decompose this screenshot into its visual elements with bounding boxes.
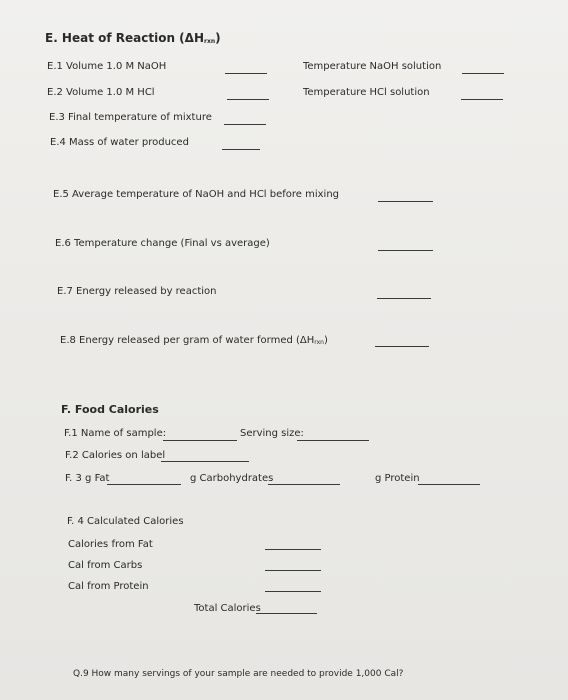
cal-protein-blank[interactable] <box>265 591 321 592</box>
section-f-heading: F. Food Calories <box>61 403 159 416</box>
temp-hcl-label: Temperature HCl solution <box>303 87 430 98</box>
e4-label: E.4 Mass of water produced <box>50 137 189 148</box>
cal-fat-label: Calories from Fat <box>68 539 153 550</box>
e4-blank[interactable] <box>222 149 260 150</box>
cal-fat-blank[interactable] <box>265 549 321 550</box>
sample-name-blank[interactable] <box>163 440 237 441</box>
e7-label: E.7 Energy released by reaction <box>57 286 217 297</box>
e2-blank[interactable] <box>227 99 269 100</box>
e7-blank[interactable] <box>377 298 431 299</box>
question-9: Q.9 How many servings of your sample are needed to provide 1,000 Cal? <box>73 669 404 679</box>
temp-naoh-blank[interactable] <box>462 73 504 74</box>
f2-label: F.2 Calories on label <box>65 450 166 461</box>
section-e-heading: E. Heat of Reaction (ΔHrxn) <box>45 31 221 45</box>
e8-label: E.8 Energy released per gram of water formed (ΔHrxn) <box>60 335 328 346</box>
e6-label: E.6 Temperature change (Final vs average) <box>55 238 270 249</box>
temp-hcl-blank[interactable] <box>461 99 503 100</box>
serving-size-label: Serving size: <box>240 428 304 439</box>
e6-blank[interactable] <box>378 250 433 251</box>
protein-label: g Protein <box>375 473 420 484</box>
e2-label: E.2 Volume 1.0 M HCl <box>47 87 155 98</box>
cal-protein-label: Cal from Protein <box>68 581 149 592</box>
f1-label: F.1 Name of sample: <box>64 428 167 439</box>
e1-blank[interactable] <box>225 73 267 74</box>
e8-blank[interactable] <box>375 346 429 347</box>
e3-label: E.3 Final temperature of mixture <box>49 112 212 123</box>
e1-label: E.1 Volume 1.0 M NaOH <box>47 61 167 72</box>
fat-blank[interactable] <box>107 484 181 485</box>
e3-blank[interactable] <box>224 124 266 125</box>
calories-label-blank[interactable] <box>161 461 249 462</box>
e5-label: E.5 Average temperature of NaOH and HCl before mixing <box>53 189 340 200</box>
total-calories-blank[interactable] <box>256 613 317 614</box>
temp-naoh-label: Temperature NaOH solution <box>303 61 442 72</box>
f4-label: F. 4 Calculated Calories <box>67 516 184 527</box>
total-calories-label: Total Calories <box>194 603 261 614</box>
carbohydrates-blank[interactable] <box>268 484 340 485</box>
cal-carbs-label: Cal from Carbs <box>68 560 143 571</box>
e5-blank[interactable] <box>378 201 433 202</box>
cal-carbs-blank[interactable] <box>265 570 321 571</box>
protein-blank[interactable] <box>418 484 480 485</box>
f3-label: F. 3 g Fat <box>65 473 110 484</box>
serving-size-blank[interactable] <box>297 440 369 441</box>
carbohydrates-label: g Carbohydrates <box>190 473 274 484</box>
